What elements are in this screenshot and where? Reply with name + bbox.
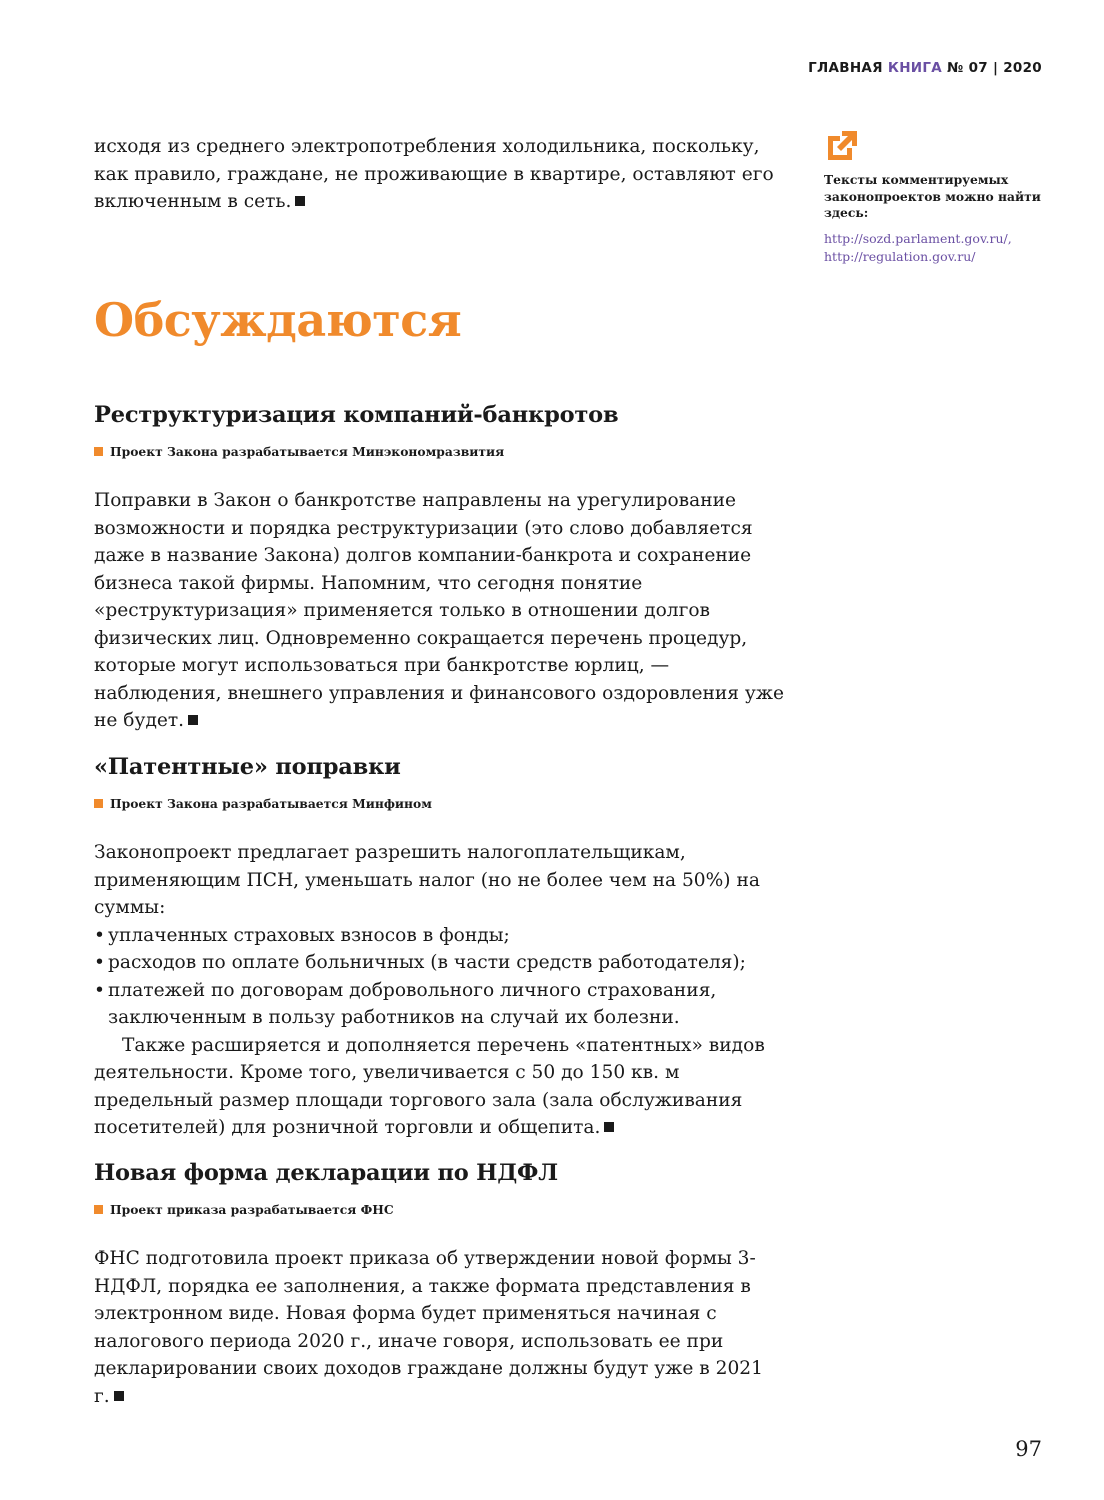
page-number: 97 bbox=[1015, 1437, 1042, 1461]
bullet-list bbox=[94, 922, 784, 1032]
list-item: • платежей по договорам добровольного личного страхования, заключенным в пользу работников на случай их болезни. bbox=[94, 977, 784, 1032]
brand-accent: КНИГА bbox=[887, 60, 943, 76]
external-link-icon bbox=[824, 128, 860, 164]
article-source-note: Проект Закона разрабатывается Минэкономразвития bbox=[94, 444, 784, 459]
article-outro: Также расширяется и дополняется перечень «патентных» видов деятельности. Кроме того, увеличивается с 50 до 150 кв. м предельный размер площади торгового зала (зала обслуживания посетителей) для розничной торговли и общепита. bbox=[94, 1034, 765, 1138]
orange-square-marker bbox=[94, 799, 103, 808]
orange-square-marker bbox=[94, 1205, 103, 1214]
article-title: «Патентные» поправки bbox=[94, 754, 401, 780]
article-source-note: Проект приказа разрабатывается ФНС bbox=[94, 1202, 784, 1217]
orange-square-marker bbox=[94, 447, 103, 456]
continuation-block bbox=[94, 133, 784, 216]
article-ndfl-form bbox=[94, 1160, 784, 1410]
article-patent-amendments bbox=[94, 754, 784, 1142]
sidebar-links bbox=[824, 230, 1054, 266]
brand-main: ГЛАВНАЯ bbox=[808, 60, 883, 76]
end-of-article-mark bbox=[188, 715, 198, 725]
article-restructuring bbox=[94, 402, 784, 735]
sidebar-note bbox=[824, 128, 1054, 266]
link-sozd[interactable]: http://sozd.parlament.gov.ru/, bbox=[824, 230, 1012, 246]
article-title: Реструктуризация компаний-банкротов bbox=[94, 402, 619, 428]
end-of-article-mark bbox=[295, 196, 305, 206]
sidebar-note-text: Тексты комментируемых законопроектов можно найти здесь: bbox=[824, 172, 1041, 220]
article-title: Новая форма декларации по НДФЛ bbox=[94, 1160, 558, 1186]
end-of-article-mark bbox=[604, 1122, 614, 1132]
section-title: Обсуждаются bbox=[94, 293, 462, 347]
continuation-paragraph: исходя из среднего электропотребления холодильника, поскольку, как правило, граждане, не проживающие в квартире, оставляют его включенным в сеть. bbox=[94, 136, 774, 212]
article-body: ФНС подготовила проект приказа об утверждении новой формы 3-НДФЛ, порядка ее заполнения, а также формата представления в электронном виде. Новая форма будет применяться начиная с налогового периода 2020 г., иначе говоря, использовать ее при декларировании своих доходов граждане должны будут уже в 2021 г. bbox=[94, 1248, 763, 1407]
issue-number: № 07 | 2020 bbox=[947, 60, 1042, 76]
masthead bbox=[808, 60, 1042, 76]
list-item: • расходов по оплате больничных (в части средств работодателя); bbox=[94, 949, 784, 977]
end-of-article-mark bbox=[114, 1391, 124, 1401]
article-intro: Законопроект предлагает разрешить налогоплательщикам, применяющим ПСН, уменьшать налог (но не более чем на 50%) на суммы: bbox=[94, 842, 760, 918]
article-body: Поправки в Закон о банкротстве направлены на урегулирование возможности и порядка реструктуризации (это слово добавляется даже в название Закона) долгов компании-банкрота и сохранение бизнеса такой фирмы. Напомним, что сегодня понятие «реструктуризация» применяется только в отношении долгов физических лиц. Одновременно сокращается перечень процедур, которые могут использоваться при банкротстве юрлиц, — наблюдения, внешнего управления и финансового оздоровления уже не будет. bbox=[94, 490, 784, 731]
link-regulation[interactable]: http://regulation.gov.ru/ bbox=[824, 248, 976, 264]
list-item: • уплаченных страховых взносов в фонды; bbox=[94, 922, 784, 950]
article-source-note: Проект Закона разрабатывается Минфином bbox=[94, 796, 784, 811]
